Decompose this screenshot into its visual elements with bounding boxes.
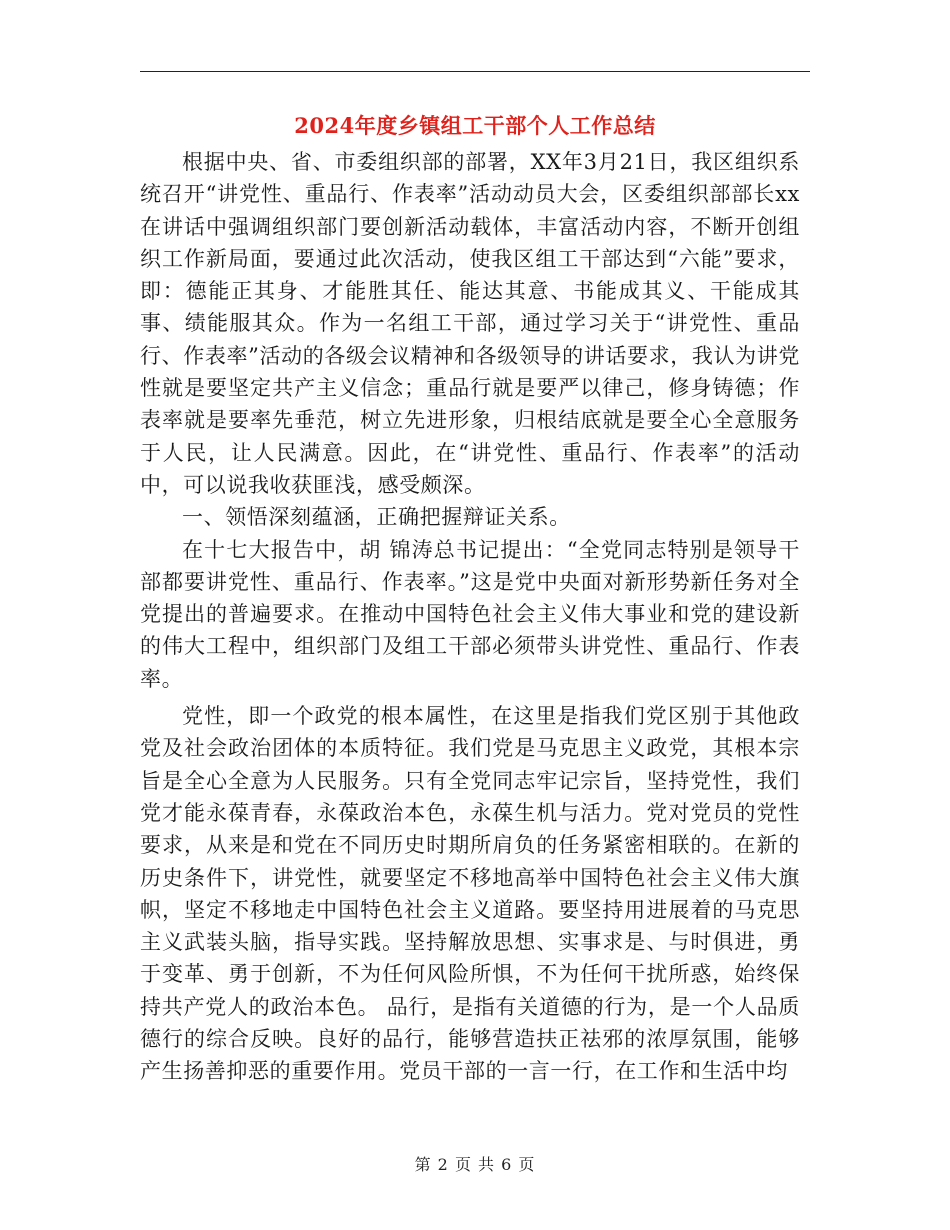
page-number: 第 2 页 共 6 页 [414, 1155, 536, 1174]
section-heading: 一、领悟深刻蕴涵，正确把握辩证关系。 [182, 505, 571, 530]
paragraph-intro: 根据中央、省、市委组织部的部署，XX年3月21日，我区组织系统召开“讲党性、重品行、作表率”活动动员大会，区委组织部部长xx在讲话中强调组织部门要创新活动载体，丰富活动内容，不断开创组织工作新局面，要通过此次活动，使我区组工干部达到“六能”要求，即：德能正其身、才能胜其任、能达其意、书能成其义、干能成其事、绩能服其众。作为一名组工干部，通过学习关于“讲党性、重品行、作表率”活动的各级会议精神和各级领导的讲话要求，我认为讲党性就是要坚定共产主义信念；重品行就是要严以律己，修身铸德；作表率就是要率先垂范，树立先进形象，归根结底就是要全心全意服务于人民，让人民满意。因此，在“讲党性、重品行、作表率”的活动中，可以说我收获匪浅，感受颇深。 [140, 150, 800, 497]
paragraph-report: 在十七大报告中，胡 锦涛总书记提出：“全党同志特别是领导干部都要讲党性、重品行、作表率。”这是党中央面对新形势新任务对全党提出的普遍要求。在推动中国特色社会主义伟大事业和党的建设新的伟大工程中，组织部门及组工干部必须带头讲党性、重品行、作表率。 [140, 537, 800, 691]
document-body [140, 146, 800, 1088]
paragraph-party-spirit: 党性，即一个政党的根本属性，在这里是指我们党区别于其他政党及社会政治团体的本质特征。我们党是马克思主义政党，其根本宗旨是全心全意为人民服务。只有全党同志牢记宗旨，坚持党性，我们党才能永葆青春，永葆政治本色，永葆生机与活力。党对党员的党性要求，从来是和党在不同历史时期所肩负的任务紧密相联的。在新的历史条件下，讲党性，就要坚定不移地高举中国特色社会主义伟大旗帜，坚定不移地走中国特色社会主义道路。要坚持用进展着的马克思主义武装头脑，指导实践。坚持解放思想、实事求是、与时俱进，勇于变革、勇于创新，不为任何风险所惧，不为任何干扰所惑，始终保持共产党人的政治本色。 品行，是指有关道德的行为，是一个人品质德行的综合反映。良好的品行，能够营造扶正祛邪的浓厚氛围，能够产生扬善抑恶的重要作用。党员干部的一言一行，在工作和生活中均 [140, 704, 800, 1084]
header-rule [140, 71, 810, 72]
document-title: 2024年度乡镇组工干部个人工作总结 [294, 113, 656, 138]
